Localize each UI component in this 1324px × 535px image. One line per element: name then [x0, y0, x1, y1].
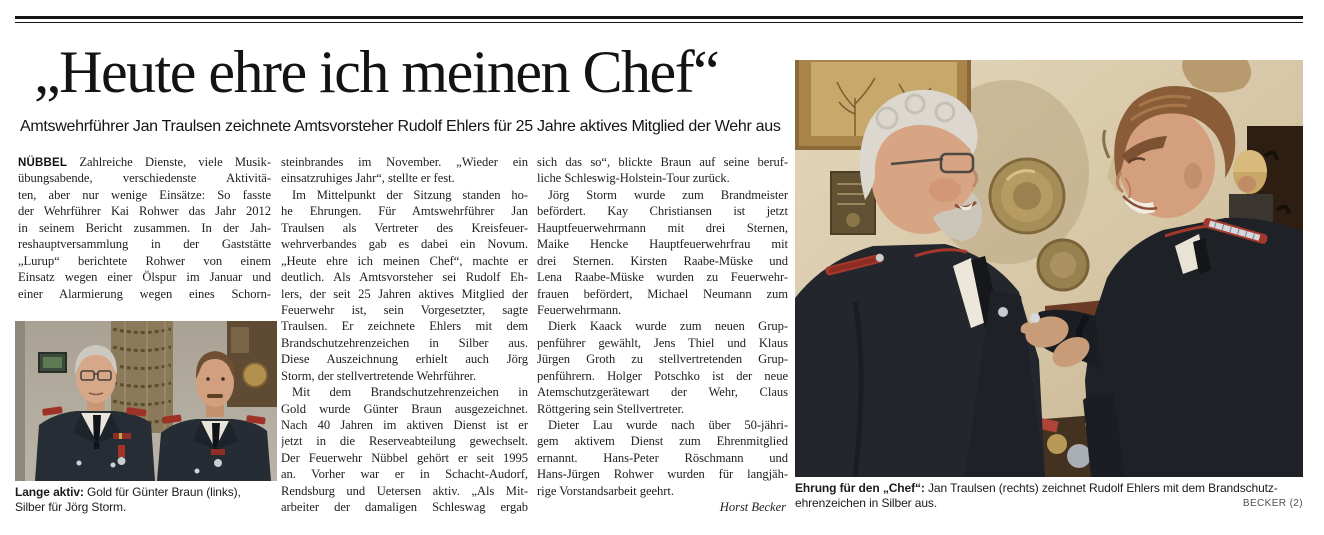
body-text-line: frauen befördert, Michael Neumann zum: [537, 286, 788, 301]
body-text-line: lers, der seit 25 Jahren aktives Mitglied der: [281, 286, 528, 301]
body-text-line: Maike Hencke Hauptfeuerwehrfrau mit: [537, 237, 788, 252]
body-text-line: „Heute ehre ich meinen Chef“, machte er: [281, 253, 528, 268]
photo-honorees: [15, 321, 277, 515]
caption-lead: Ehrung für den „Chef“:: [795, 481, 925, 495]
body-text-line: Gold wurde Günter Braun ausgezeichnet.: [281, 401, 528, 416]
body-text-line: penführern. Holger Potschko ist der neue: [537, 368, 788, 383]
mustache: [207, 394, 223, 398]
text-column-2: [281, 154, 528, 516]
body-text-line: ten, aber nur wenige Einsätze: So fasste: [18, 187, 271, 202]
body-text-line: Im Mittelpunkt der Sitzung standen ho-: [292, 187, 528, 202]
right-photo-illustration: [795, 60, 1303, 477]
body-text-line: Röttgering sein Stellvertreter.: [537, 401, 685, 416]
body-text-line: Traulsen als Vertreter des Kreisfeuer-: [281, 220, 528, 235]
medal-silver: [1030, 313, 1040, 323]
headline: „Heute ehre ich meinen Chef“: [34, 39, 719, 105]
text-column-1: [18, 154, 271, 302]
body-text-line: drei Sternen. Kirsten Raabe-Müske und: [537, 253, 788, 268]
body-text-line: ernannt. Hans-Peter Röschmann und: [537, 450, 788, 465]
brass-plate-small: [1038, 240, 1088, 290]
right-photo-caption: [795, 481, 1303, 511]
body-text-line: Horst Becker: [719, 500, 786, 515]
wall-medallion: [243, 363, 267, 387]
caption-line: Silber für Jörg Storm.: [15, 500, 127, 514]
photo-award-ceremony: [795, 60, 1303, 511]
body-text-line: an. Vorher war er in Schacht-Audorf,: [281, 467, 528, 482]
caption-line: [15, 485, 277, 500]
body-text-line: Hans-Jürgen Rohwer wurden für langjäh-: [537, 467, 788, 482]
body-text-line: der Wehrführer Kai Rohwer das Jahr 2012: [18, 204, 271, 219]
body-text-line: Traulsen. Er zeichnete Ehlers mit dem: [281, 319, 528, 334]
body-text-line: sich das so“, blickte Braun auf seine beruf-: [537, 155, 788, 169]
body-text-line: penführer gewählt, Jens Thiel und Klaus: [537, 335, 788, 350]
top-rule-thin: [15, 22, 1303, 23]
body-text-line: Jörg Storm wurde zum Brandmeister: [548, 187, 788, 202]
caption-text: Gold für Günter Braun (links),: [83, 485, 241, 499]
body-text-line: Rendsburg und Uetersen aktiv. „Als Mit-: [281, 483, 528, 498]
body-text-line: Hauptfeuerwehrmann mit drei Sternen,: [537, 220, 788, 235]
subhead: Amtswehrführer Jan Traulsen zeichnete Amtsvorsteher Rudolf Ehlers für 25 Jahre aktives Mitglied der Wehr aus: [20, 118, 781, 135]
body-text-line: Atemschutzgerätewart der Wehr, Claus: [537, 385, 788, 400]
body-text-line: Diese Auszeichnung erhielt auch Jörg: [281, 352, 528, 367]
body-text-line: „Lurup“ berichtete Rohwer von einem: [18, 253, 271, 268]
top-rule-thick: [15, 16, 1303, 19]
left-photo-illustration: [15, 321, 277, 481]
body-text-line: jetzt in die Reserveabteilung gewechselt.: [281, 434, 528, 449]
body-text-line: einsatzruhiges Jahr“, stellte er fest.: [281, 171, 455, 186]
caption-line: [795, 481, 1303, 496]
body-text-line: NÜBBEL Zahlreiche Dienste, viele Musik-: [18, 155, 271, 169]
body-text-line: Dierk Kaack wurde zum neuen Grup-: [548, 319, 788, 334]
body-text-line: in seinem Bericht zusammen. In der Jah-: [18, 220, 271, 235]
caption-text: Jan Traulsen (rechts) zeichnet Rudolf Ehlers mit dem Brandschutz-: [924, 481, 1278, 495]
body-text-line: Nach 40 Jahren im aktiven Dienst ist er: [281, 418, 528, 432]
body-text-line: einer Alarmierung wegen eines Schorn-: [18, 286, 271, 301]
photo-credit: BECKER (2): [1242, 498, 1303, 509]
body-text-line: Einsatz wegen einer Ölspur im Januar und: [18, 270, 271, 285]
body-text-line: deutlich. Als Amtsvorsteher sei Rudolf Eh-: [281, 270, 528, 285]
body-text-line: steinbrandes im November. „Wieder ein: [281, 155, 528, 169]
body-text-line: wehrverbandes gab es dabei ein Novum.: [281, 237, 528, 252]
body-text-line: Feuerwehr ist, sein Vorgesetzter, sagte: [281, 302, 528, 317]
body-text-line: Brandschutzehrenzeichen in Silber aus.: [281, 335, 528, 350]
body-text-line: Dieter Lau wurde nach über 50-jähri-: [548, 418, 788, 432]
body-text-line: Feuerwehrmann.: [537, 302, 622, 317]
left-photo-caption: [15, 485, 277, 515]
body-text-line: Der Feuerwehr Nübbel gehört er seit 1995: [281, 450, 528, 465]
body-text-line: he Ehrungen. Für Amtswehrführer Jan: [281, 204, 528, 219]
medal: [118, 445, 125, 457]
body-text-line: rige Vorstandsarbeit geehrt.: [537, 483, 674, 498]
caption-text: ehrenzeichen in Silber aus.: [795, 496, 938, 510]
ribbon-bar: [211, 449, 225, 455]
brass-plate: [990, 159, 1064, 233]
body-text-line: übungsabende, verschiedenste Aktivitä-: [18, 171, 271, 186]
body-text-line: Jürgen Groth zu stellvertretenden Grup-: [537, 352, 788, 367]
body-text-line: gem aktivem Dienst zum Ehrenmitglied: [537, 434, 788, 449]
body-text-line: arbeiter der damaligen Schleswag ergab: [281, 500, 528, 515]
body-text-line: Mit dem Brandschutzehrenzeichen in: [292, 385, 528, 400]
body-text-line: Lena Raabe-Müske wurden zu Feuerwehr-: [537, 270, 788, 285]
body-text-line: liche Schleswig-Holstein-Tour zurück.: [537, 171, 730, 186]
dateline: NÜBBEL: [18, 157, 68, 169]
body-text-line: reshauptversammlung in der Gaststätte: [18, 237, 271, 252]
body-text-line: befördert. Kay Christiansen ist jetzt: [537, 204, 788, 219]
text-column-3: [537, 154, 788, 516]
caption-line: [795, 496, 1303, 511]
caption-lead: Lange aktiv:: [15, 485, 84, 499]
body-text-line: Storm, der stellvertretende Wehrführer.: [281, 368, 477, 383]
